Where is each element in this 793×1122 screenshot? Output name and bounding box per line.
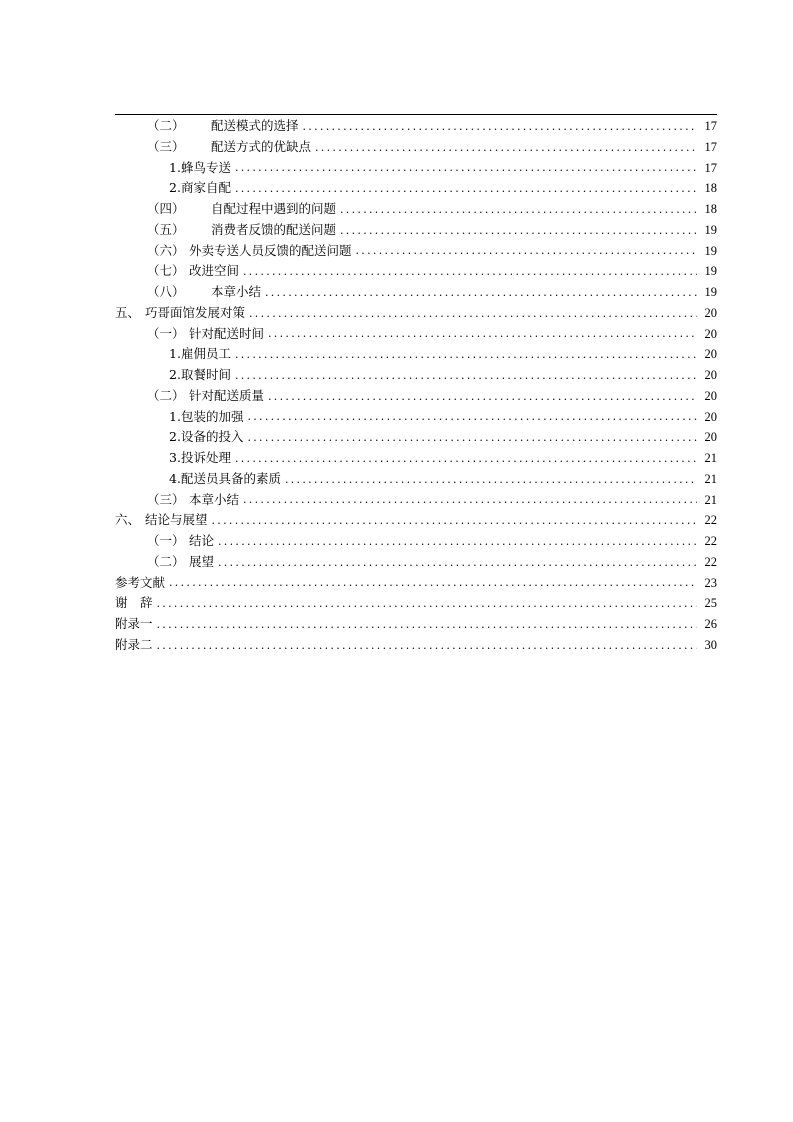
toc-entry-number: 1. [169,159,181,175]
toc-entry-number: 2. [169,367,181,383]
toc-entry-page: 21 [704,492,717,507]
toc-entry-number: （二） [147,387,185,403]
dot-leader [212,515,697,526]
toc-entry[interactable] [115,220,717,241]
toc-entry-title: 本章小结 [189,491,240,507]
dot-leader [157,640,697,651]
toc-entry[interactable] [115,365,717,386]
toc-entry-number: （三） [147,491,185,507]
toc-entry-number: （四） [147,201,185,217]
toc-entry-title: 参考文献 [115,574,166,590]
toc-entry[interactable] [115,635,717,656]
dot-leader [235,349,697,360]
toc-entry-title: 蜂鸟专送 [180,159,231,175]
toc-entry-title: 展望 [189,553,215,569]
toc-entry-number: （六） [147,242,185,258]
dot-leader [235,370,697,381]
toc-entry-page: 20 [704,347,717,362]
toc-entry-page: 21 [704,451,717,466]
toc-entry-number: 2. [169,429,181,445]
toc-entry[interactable] [115,178,717,199]
toc-entry-title: 巧哥面馆发展对策 [145,304,246,320]
dot-leader [356,245,697,256]
toc-entry-title: 附录一 [115,616,153,632]
toc-entry-title: 针对配送时间 [189,325,265,341]
toc-entry-number: （七） [147,263,185,279]
toc-entry[interactable] [115,552,717,573]
toc-entry[interactable] [115,199,717,220]
toc-entry-page: 17 [704,160,717,175]
toc-entry-title: 消费者反馈的配送问题 [211,221,337,237]
dot-leader [169,577,697,588]
toc-entry-number: （三） [147,138,185,154]
toc-entry[interactable] [115,614,717,635]
dot-leader [218,536,697,547]
toc-entry-title: 商家自配 [180,180,231,196]
toc-entry-page: 20 [704,368,717,383]
toc-entry-page: 21 [704,471,717,486]
toc-entry[interactable] [115,573,717,594]
toc-entry[interactable] [115,469,717,490]
toc-entry[interactable] [115,531,717,552]
toc-entry-page: 20 [704,430,717,445]
header-rule [115,114,717,115]
dot-leader [268,391,697,402]
toc-entry[interactable] [115,448,717,469]
toc-entry[interactable] [115,324,717,345]
toc-entry[interactable] [115,427,717,448]
toc-entry-title: 本章小结 [211,284,262,300]
toc-entry-number: （二） [147,553,185,569]
dot-leader [268,328,697,339]
toc-entry-page: 19 [704,222,717,237]
toc-entry-number: 3. [169,450,181,466]
toc-entry-page: 18 [704,202,717,217]
toc-entry-title: 投诉处理 [180,450,231,466]
toc-entry-title: 设备的投入 [180,429,244,445]
toc-entry[interactable] [115,593,717,614]
dot-leader [303,121,697,132]
toc-entry-page: 20 [704,326,717,341]
toc-entry-number: （二） [147,118,185,134]
toc-entry-page: 19 [704,264,717,279]
toc-entry-page: 23 [704,575,717,590]
toc-entry-page: 20 [704,388,717,403]
dot-leader [235,162,697,173]
toc-entry-number: （一） [147,325,185,341]
dot-leader [235,183,697,194]
toc-entry-title: 结论与展望 [145,512,208,528]
toc-entry-title: 结论 [189,533,215,549]
toc-entry-title: 取餐时间 [180,367,231,383]
dot-leader [340,225,697,236]
toc-entry-title: 改进空间 [189,263,240,279]
toc-entry-title: 针对配送质量 [189,387,265,403]
dot-leader [247,411,697,422]
dot-leader [218,557,697,568]
toc-entry-number: 4. [169,470,181,486]
toc-entry[interactable] [115,386,717,407]
toc-entry-page: 19 [704,285,717,300]
toc-entry-page: 22 [704,534,717,549]
toc-entry-number: 1. [169,408,181,424]
dot-leader [340,204,697,215]
toc-entry-page: 30 [704,637,717,652]
dot-leader [315,142,697,153]
toc-entry-title: 雇佣员工 [180,346,231,362]
toc-entry[interactable] [115,490,717,511]
toc-entry-page: 19 [704,243,717,258]
dot-leader [157,598,697,609]
dot-leader [243,266,697,277]
toc-entry-page: 20 [704,409,717,424]
toc-entry[interactable] [115,137,717,158]
toc-entry-number: 2. [169,180,181,196]
toc-entry[interactable] [115,282,717,303]
toc-entry-title: 自配过程中遇到的问题 [211,201,337,217]
toc-entry-number: 五、 [115,304,141,320]
dot-leader [285,474,697,485]
dot-leader [157,619,697,630]
toc-entry-page: 25 [704,596,717,611]
dot-leader [247,432,697,443]
toc-entry[interactable] [115,116,717,137]
toc-entry-page: 18 [704,181,717,196]
toc-entry-page: 20 [704,305,717,320]
toc-entry-page: 22 [704,554,717,569]
toc-entry[interactable] [115,407,717,428]
toc-entry[interactable] [115,158,717,179]
toc-entry[interactable] [115,510,717,531]
toc-entry-number: （八） [147,284,185,300]
toc-entry-title: 配送员具备的素质 [180,470,281,486]
toc-entry[interactable] [115,241,717,262]
toc-entry-page: 17 [704,139,717,154]
toc-entry[interactable] [115,261,717,282]
toc-entry-title: 外卖专送人员反馈的配送问题 [189,242,352,258]
toc-entry[interactable] [115,303,717,324]
toc-entry-title: 配送模式的选择 [211,118,299,134]
toc-entry-number: 六、 [115,512,141,528]
toc-entry[interactable] [115,344,717,365]
dot-leader [265,287,697,298]
toc-entry-number: 1. [169,346,181,362]
toc-entry-title: 附录二 [115,636,153,652]
toc-entry-title: 配送方式的优缺点 [211,138,312,154]
toc-entry-page: 22 [704,513,717,528]
table-of-contents [115,116,717,656]
toc-entry-page: 17 [704,119,717,134]
toc-entry-page: 26 [704,617,717,632]
toc-entry-title: 包装的加强 [180,408,244,424]
toc-entry-number: （五） [147,221,185,237]
dot-leader [243,494,697,505]
dot-leader [235,453,697,464]
toc-entry-number: （一） [147,533,185,549]
dot-leader [249,308,697,319]
toc-entry-title: 谢 辞 [115,595,153,611]
